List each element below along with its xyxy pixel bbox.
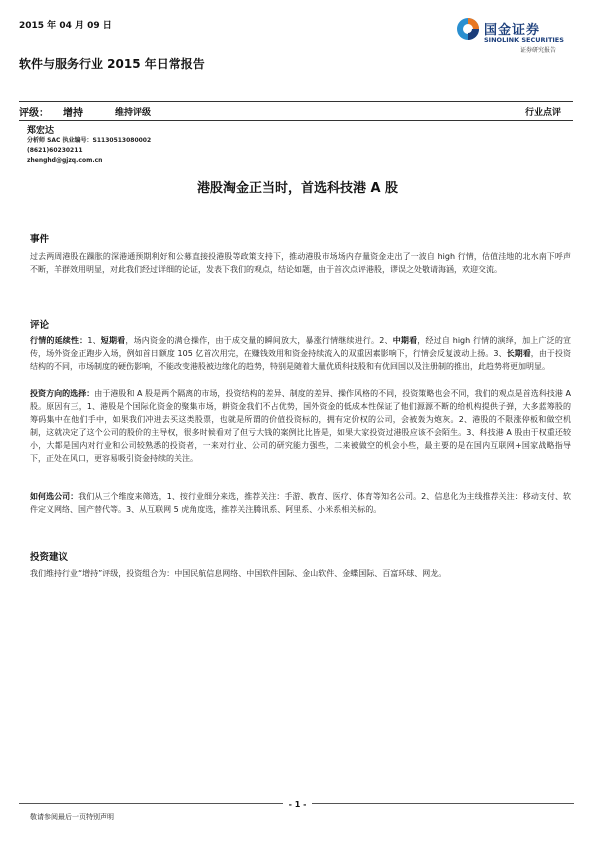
section-title-event: 事件 [30, 234, 50, 245]
rating-bar-bottom-rule [19, 120, 573, 121]
analyst-email[interactable]: zhenghd@gjzq.com.cn [27, 157, 103, 164]
selection-text: 我们从三个维度来筛选，1、按行业细分来选，推荐关注：手游、教育、医疗、体育等知名公司。2、信息化为主线推荐关注：移动支付、软件定义网络、国产替代等。3、从互联网 5 虎角度选，推荐关注腾讯系、阿里系、小米系相关标的。 [30, 492, 571, 514]
comment-paragraph-selection [30, 490, 571, 516]
comment-paragraph-direction [30, 387, 571, 465]
analyst-phone: (8621)60230211 [27, 147, 83, 154]
sinolink-logo [456, 17, 576, 57]
continuity-short-term: 短期看 [100, 336, 126, 345]
page-number-text: - 1 - [283, 800, 313, 809]
event-paragraph: 过去两周港股在躁胀的深港通预期利好和公募直接投港股等政策支持下，推动港股市场场内存量资金走出了一波自 high 行情，估值洼地的北水南下呼声不断，羊群效用明显，对此我们经过详细的论证，发表下我们的观点，结论如题，由于首次点评港股，谬误之处敬请海涵，欢迎交流。 [30, 252, 571, 274]
headline: 港股淘金正当时，首选科技港 A 股 [196, 181, 399, 196]
section-title-advice: 投资建议 [30, 552, 69, 563]
logo-english-name: SINOLINK SECURITIES [484, 36, 564, 44]
analyst-sac-number: 分析师 SAC 执业编号：S1130513080002 [27, 137, 152, 144]
continuity-text-1: 1、 [87, 336, 101, 345]
rating-action: 维持评级 [115, 108, 152, 118]
direction-text: 由于港股和 A 股是两个隔离的市场，投资结构的差异、制度的差异、操作风格的不同，投资策略也会不同，我们的观点是首选科技港 A 股。原因有三，1、港股是个国际化资金的聚集市场，耕资金我们不占优势，国外资金的低成本性保证了他们源源不断的给机构提供子弹，大多蓝筹股的筹码集中在他们手中，如果我们冲进去买这类股票，也就是所谓的价值投资标的，拥有定价权的公司，会被轰为炮灰。2、港股的不限涨停板和做空机制，这就决定了这个公司的股价的主导权，很多时候看对了但亏大钱的案例比比皆是，如果大家投资过港股应该不会陌生。3、科技港 A 股由于权重还较小，大都是国内对行业和公司较熟悉的投资者，一来对行业、公司的研究能力强些，二来被做空的机会小些，最主要的是在国内互联网+国家战略指导下，正处在风口，更容易吸引资金持续的关注。 [30, 389, 572, 463]
direction-lead: 投资方向的选择： [30, 389, 95, 398]
continuity-lead: 行情的延续性： [30, 336, 88, 345]
section-title-comment: 评论 [30, 320, 50, 331]
report-date: 2015 年 04 月 09 日 [19, 21, 112, 31]
continuity-mid-term: 中期看 [392, 336, 418, 345]
report-title: 软件与服务行业 2015 年日常报告 [19, 57, 205, 71]
rating-value: 增持 [63, 108, 83, 119]
report-category: 证券研究报告 [520, 47, 557, 54]
advice-paragraph: 我们维持行业“增持”评级，投资组合为：中国民航信息网络、中国软件国际、金山软件、金蝶国际、百富环球、网龙。 [30, 569, 447, 578]
continuity-text-4: ，由于投资结构的不同，市场制度的硬伤影响，不能改变港股被边缘化的趋势，特别是随着大量优质科技股和有优回国以及注册制的推出，此趋势将更加明显。 [30, 349, 571, 371]
analyst-name: 郑宏达 [27, 126, 55, 136]
rating-bar [19, 101, 573, 121]
rating-label: 评级： [19, 108, 49, 119]
footer-disclaimer: 敬请参阅最后一页特别声明 [30, 813, 114, 821]
report-type: 行业点评 [524, 108, 561, 118]
continuity-long-term: 长期看 [506, 349, 531, 358]
selection-lead: 如何选公司： [30, 492, 79, 501]
comment-paragraph-continuity [30, 334, 571, 373]
analyst-info [27, 126, 151, 166]
continuity-text-2: ，场内资金的满仓操作，由于成交量的瞬间放大，暴涨行情继续进行。2、 [125, 336, 393, 345]
logo-chinese-name: 国金证券 [484, 23, 541, 38]
sinolink-logo-icon [456, 17, 480, 41]
page-number [0, 800, 595, 809]
continuity-text-3: ，经过自 high 行情的演绎，加上广泛的宣传，场外资金正跑步入场，例如首日额度 105 亿首次用完，在赚钱效用和资金持续流入的双重因素影响下，行情会反复波动上扬。3、 [30, 336, 572, 358]
rating-bar-top-rule [19, 101, 573, 102]
